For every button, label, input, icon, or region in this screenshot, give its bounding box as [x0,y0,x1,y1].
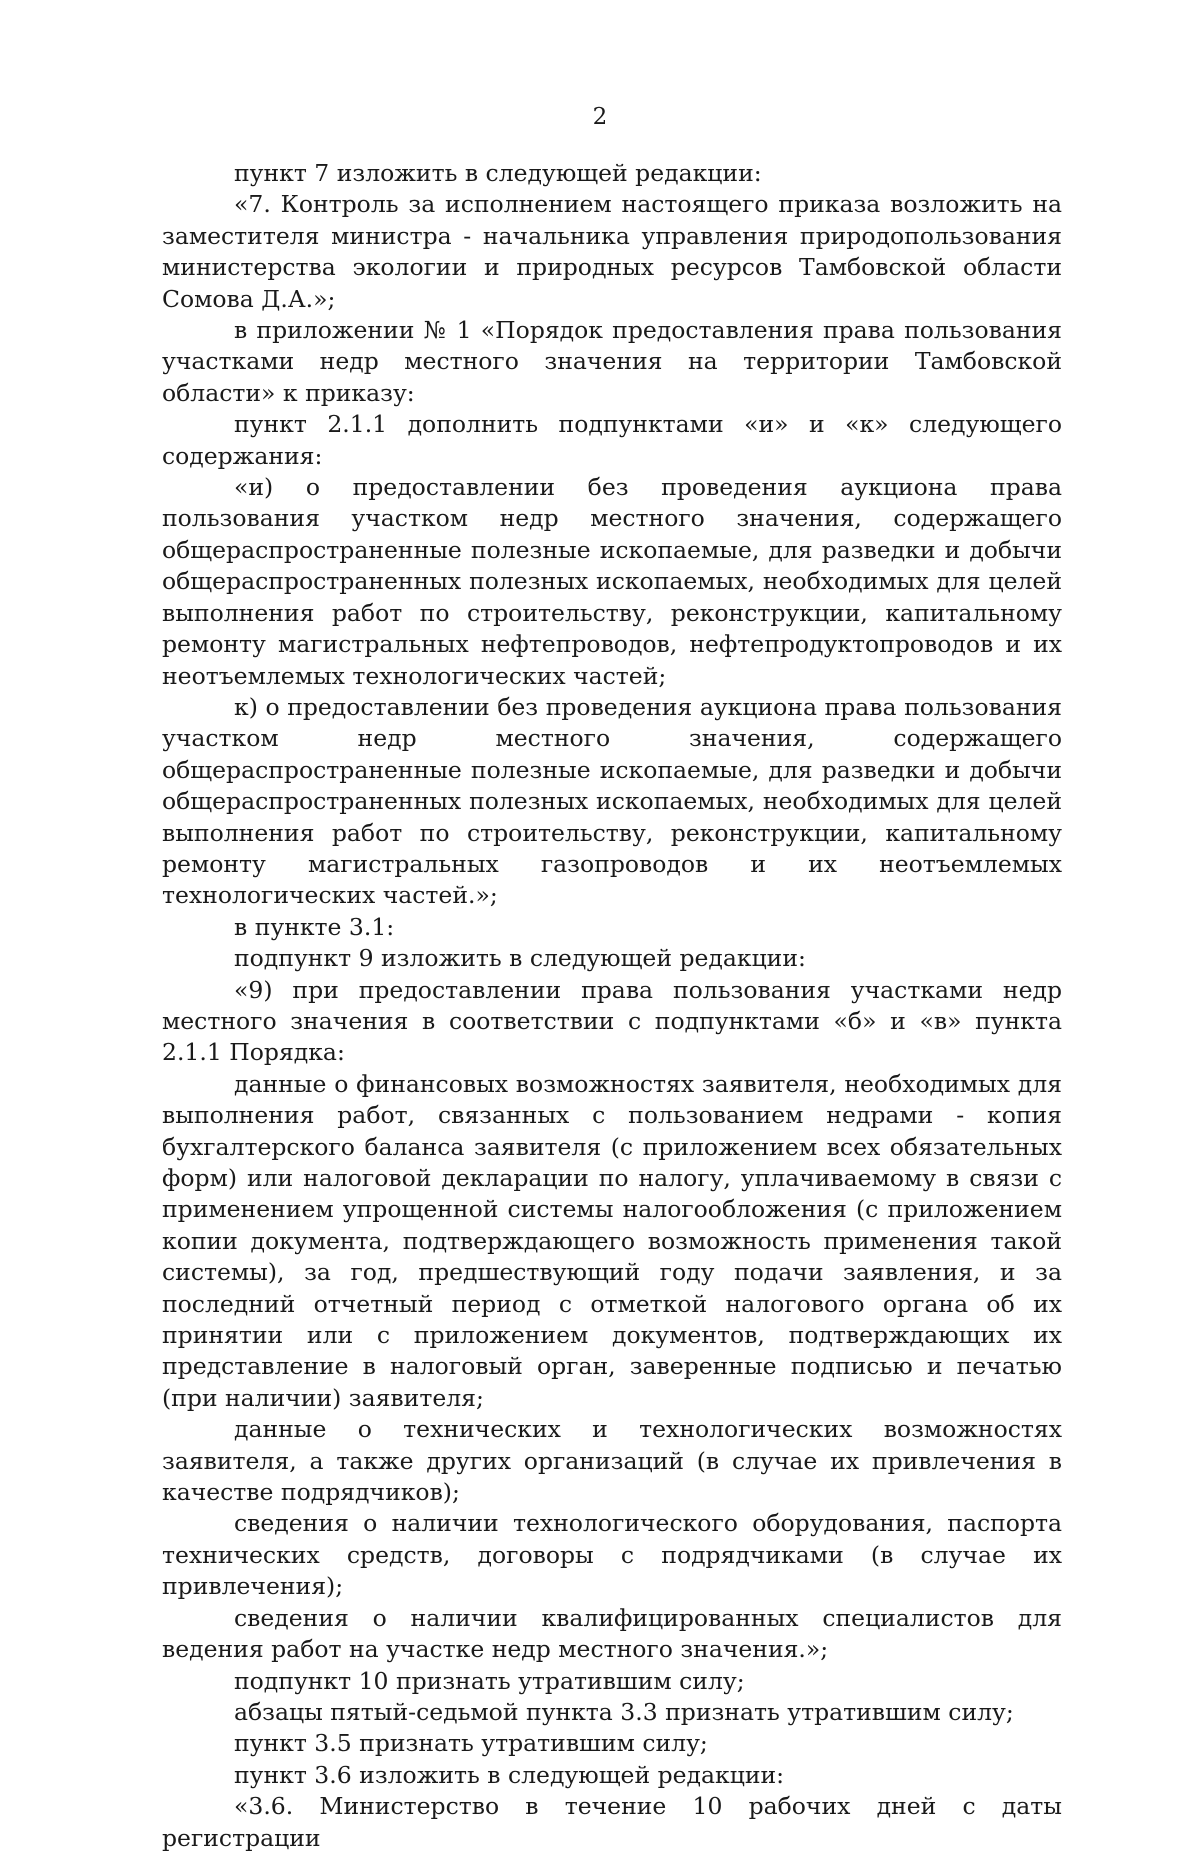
paragraph: данные о финансовых возможностях заявителя, необходимых для выполнения работ, связанных с пользованием недрами - копия бухгалтерского баланса заявителя (с приложением всех обязательных форм) или налоговой декларации по налогу, уплачиваемому в связи с применением упрощенной системы налогообложения (с приложением копии документа, подтверждающего возможность применения такой системы), за год, предшествующий году подачи заявления, и за последний отчетный период с отметкой налогового органа об их принятии или с приложением документов, подтверждающих их представление в налоговый орган, заверенные подписью и печатью (при наличии) заявителя; [162,1069,1062,1412]
paragraph: «9) при предоставлении права пользования участками недр местного значения в соответствии с подпунктами «б» и «в» пункта 2.1.1 Порядка: [162,975,1062,1067]
page-number: 2 [592,104,608,130]
paragraph: пункт 3.5 признать утратившим силу; [234,1729,708,1758]
paragraph: данные о технических и технологических возможностях заявителя, а также других организаций (в случае их привлечения в качестве подрядчиков); [162,1415,1062,1507]
paragraph: подпункт 9 изложить в следующей редакции: [234,944,806,973]
paragraph: «3.6. Министерство в течение 10 рабочих дней с даты регистрации [162,1792,1062,1852]
paragraph: абзацы пятый-седьмой пункта 3.3 признать утратившим силу; [234,1697,1014,1726]
paragraph: «7. Контроль за исполнением настоящего приказа возложить на заместителя министра - начальника управления природопользования министерства экологии и природных ресурсов Тамбовской области Сомова Д.А.»; [162,190,1062,313]
paragraph: сведения о наличии квалифицированных специалистов для ведения работ на участке недр местного значения.»; [162,1603,1062,1664]
paragraph: пункт 2.1.1 дополнить подпунктами «и» и «к» следующего содержания: [162,410,1062,470]
paragraph: в приложении № 1 «Порядок предоставления права пользования участками недр местного значения на территории Тамбовской области» к приказу: [162,316,1062,407]
paragraph: пункт 7 изложить в следующей редакции: [234,159,762,187]
paragraph: к) о предоставлении без проведения аукциона права пользования участком недр местного значения, содержащего общераспространенные полезные ископаемые, для разведки и добычи общераспространенных полезных ископаемых, необходимых для целей выполнения работ по строительству, реконструкции, капитальному ремонту магистральных газопроводов и их неотъемлемых технологических частей.»; [162,692,1062,910]
paragraph: сведения о наличии технологического оборудования, паспорта технических средств, договоры с подрядчиками (в случае их привлечения); [162,1509,1062,1601]
paragraph: подпункт 10 признать утратившим силу; [234,1666,745,1695]
document-body [162,158,1062,1854]
paragraph: «и) о предоставлении без проведения аукциона права пользования участком недр местного значения, содержащего общераспространенные полезные ископаемые, для разведки и добычи общераспространенных полезных ископаемых, необходимых для целей выполнения работ по строительству, реконструкции, капитальному ремонту магистральных нефтепроводов, нефтепродуктопроводов и их неотъемлемых технологических частей; [162,473,1062,690]
paragraph: пункт 3.6 изложить в следующей редакции: [234,1760,785,1789]
paragraph: в пункте 3.1: [234,912,395,941]
